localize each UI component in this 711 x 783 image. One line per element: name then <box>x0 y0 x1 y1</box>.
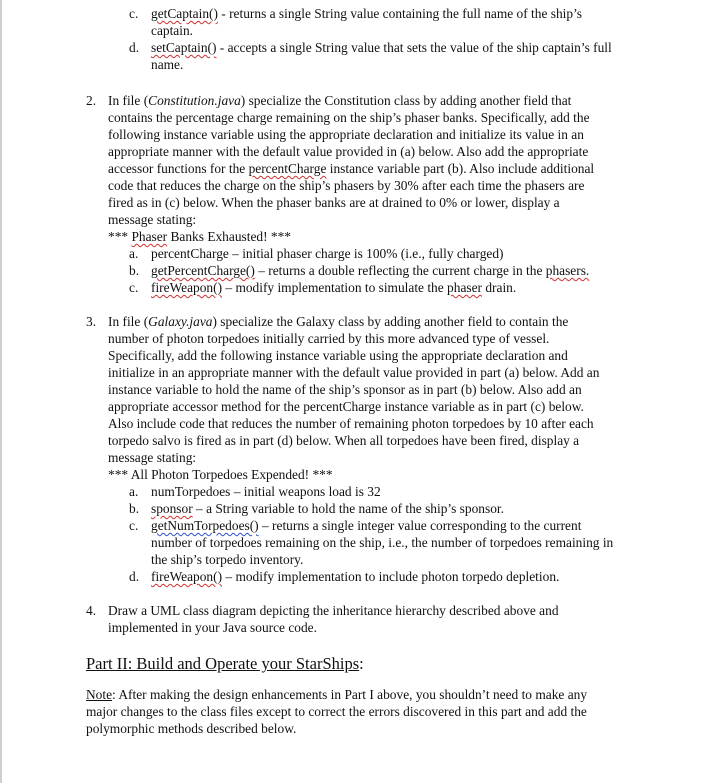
code-term: fireWeapon() <box>151 569 223 584</box>
code-term: getCaptain() <box>151 6 218 21</box>
text: In file ( <box>108 314 149 329</box>
task-2-line <box>108 160 594 177</box>
text: phaser <box>447 280 482 295</box>
subitem-text: numTorpedoes – initial weapons load is 32 <box>151 484 381 499</box>
list-marker: c. <box>129 518 139 533</box>
task-2-line: appropriate manner with the default value provided in (a) below. Also add the appropriate <box>108 144 589 159</box>
task-2-line: fired as in (c) below. When the phaser banks are at drained to 0% or lower, display a <box>108 195 560 210</box>
text: phasers. <box>545 263 590 278</box>
subitem-text <box>151 279 516 296</box>
section-heading-part-2 <box>86 654 364 674</box>
text: – returns a double reflecting the current charge in the <box>254 263 546 278</box>
list-marker: c. <box>129 280 139 295</box>
list-marker: d. <box>129 40 140 55</box>
note-line: polymorphic methods described below. <box>86 721 297 736</box>
text: – returns a single integer value corresponding to the current <box>258 518 582 533</box>
text: Phaser <box>131 229 168 244</box>
subitem-text <box>151 568 559 585</box>
file-name: Constitution.java <box>148 93 241 108</box>
task-3-line: instance variable to hold the name of the ship’s sponsor as in part (b) below. Also add an <box>108 382 582 397</box>
task-3-line: Specifically, add the following instance variable using the appropriate declaration and <box>108 348 568 363</box>
code-term: getNumTorpedoes() <box>151 518 259 533</box>
task-3-line: number of photon torpedoes initially carried by this more advanced type of vessel. <box>108 331 550 346</box>
task-4-line: Draw a UML class diagram depicting the inheritance hierarchy described above and <box>108 603 559 618</box>
subitem-text <box>151 517 581 534</box>
task-3-line: Also include code that reduces the number of remaining photon torpedoes by 10 after each <box>108 416 594 431</box>
code-term: setCaptain() <box>151 40 217 55</box>
item-text: - accepts a single String value that sets the value of the ship captain’s full <box>216 40 612 55</box>
code-term: fireWeapon() <box>151 280 223 295</box>
file-name: Galaxy.java <box>148 314 213 329</box>
text: In file ( <box>108 93 149 108</box>
item-text-continuation: name. <box>151 57 184 72</box>
task-2-line: following instance variable using the appropriate declaration and initialize its value in an <box>108 127 584 142</box>
task-number: 3. <box>86 314 97 329</box>
list-marker: a. <box>129 484 139 499</box>
task-2-line <box>108 92 571 109</box>
list-marker: c. <box>129 6 139 21</box>
subitem-text <box>151 262 589 279</box>
note-line <box>86 686 587 703</box>
task-2-line: message stating: <box>108 212 197 227</box>
code-term: getPercentCharge() <box>151 263 255 278</box>
task-2-line: contains the percentage charge remaining on the ship’s phaser banks. Specifically, add the <box>108 110 590 125</box>
text: ) specialize the Constitution class by adding another field that <box>240 93 572 108</box>
subitem-continuation: number of torpedoes remaining on the ship, i.e., the number of torpedoes remaining in <box>151 535 614 550</box>
note-label: Note <box>86 687 113 702</box>
text: accessor functions for the <box>108 161 249 176</box>
task-2-line: code that reduces the charge on the ship’s phasers by 30% after each time the phasers are <box>108 178 585 193</box>
task-3-line: appropriate accessor method for the percentCharge instance variable as in part (c) below. <box>108 399 584 414</box>
code-term: sponsor <box>151 501 193 516</box>
text: : After making the design enhancements in Part I above, you shouldn’t need to make any <box>112 687 588 702</box>
item-text: - returns a single String value containing the full name of the ship’s <box>217 6 583 21</box>
message-text: *** All Photon Torpedoes Expended! *** <box>108 467 333 482</box>
subitem-continuation: the ship’s torpedo inventory. <box>151 552 304 567</box>
heading-text: Part II: Build and Operate your StarShips <box>86 654 360 673</box>
page-left-border <box>0 0 2 783</box>
subitem-text: percentCharge – initial phaser charge is 100% (i.e., fully charged) <box>151 246 504 261</box>
note-line: major changes to the class files except to correct the errors discovered in this part and add the <box>86 704 587 719</box>
task-3-line: torpedo salvo is fired as in part (d) below. When all torpedoes have been fired, display a <box>108 433 580 448</box>
task-3-line: initialize in an appropriate manner with the default value provided in part (a) below. Add an <box>108 365 600 380</box>
text: – modify implementation to simulate the <box>222 280 448 295</box>
code-term: percentCharge <box>248 161 327 176</box>
list-marker: b. <box>129 263 140 278</box>
list-marker: d. <box>129 569 140 584</box>
text: drain. <box>482 280 517 295</box>
list-item-set-captain <box>151 39 612 56</box>
text: instance variable part (b). Also include additional <box>326 161 595 176</box>
task-4-line: implemented in your Java source code. <box>108 620 317 635</box>
message-text <box>108 228 291 245</box>
task-number: 2. <box>86 93 97 108</box>
task-3-line: message stating: <box>108 450 197 465</box>
text: – modify implementation to include photon torpedo depletion. <box>222 569 560 584</box>
text: *** <box>108 229 132 244</box>
task-3-line <box>108 313 568 330</box>
list-marker: a. <box>129 246 139 261</box>
text: – a String variable to hold the name of the ship’s sponsor. <box>192 501 504 516</box>
heading-colon: : <box>359 654 364 673</box>
text: Banks Exhausted! *** <box>167 229 291 244</box>
list-item-get-captain <box>151 5 582 22</box>
list-marker: b. <box>129 501 140 516</box>
task-number: 4. <box>86 603 97 618</box>
subitem-text <box>151 500 504 517</box>
text: ) specialize the Galaxy class by adding another field to contain the <box>212 314 569 329</box>
item-text-continuation: captain. <box>151 23 194 38</box>
